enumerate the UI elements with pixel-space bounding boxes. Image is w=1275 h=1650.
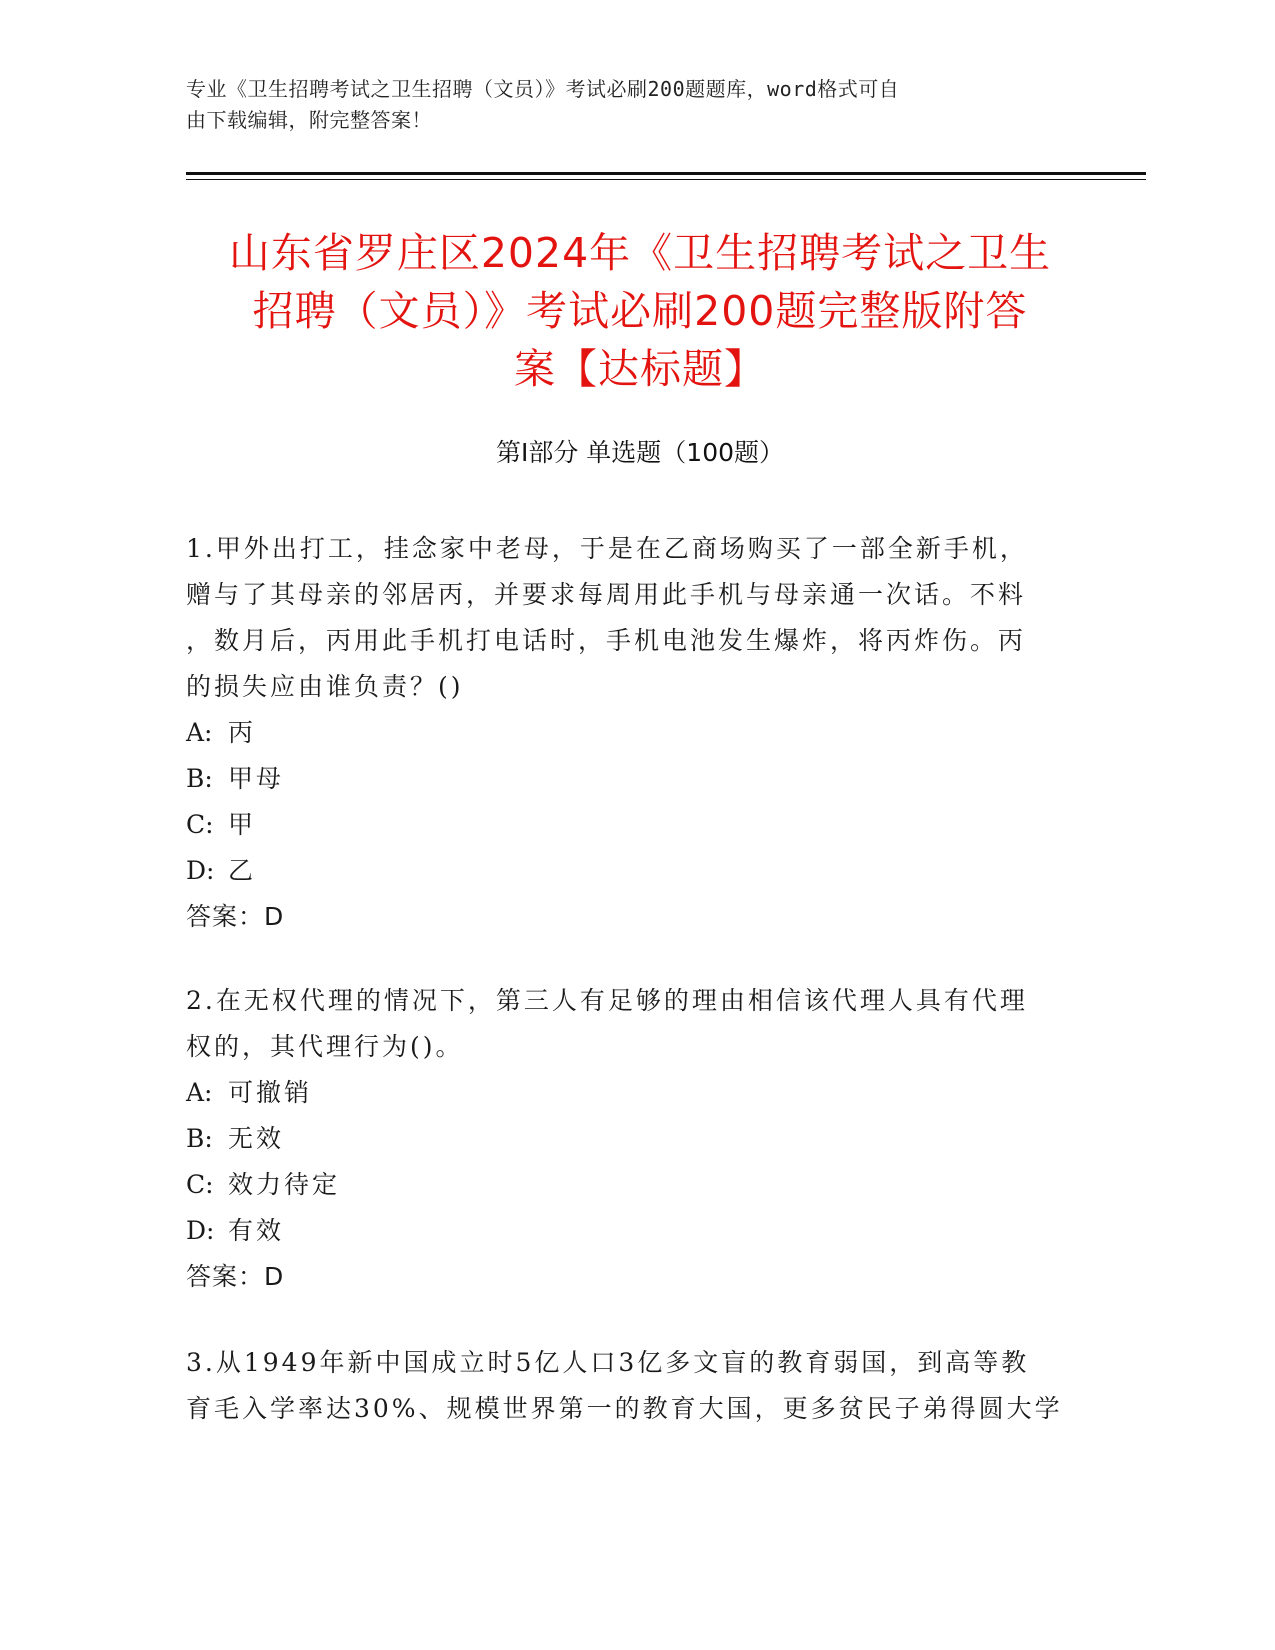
question-block [186,526,1086,940]
option-text: 乙 [228,856,257,885]
option-c [186,802,1086,848]
option-letter: D: [186,856,215,885]
option-letter: B: [186,764,213,793]
option-a [186,1070,1086,1116]
option-text: 无效 [228,1124,285,1153]
question-stem-line: 2.在无权代理的情况下，第三人有足够的理由相信该代理人具有代理 [186,986,1028,1015]
title-line: 山东省罗庄区2024年《卫生招聘考试之卫生 [228,229,1052,277]
question-block [186,1340,1086,1432]
question-stem-line: 权的，其代理行为()。 [186,1032,464,1061]
question-stem-line: 3.从1949年新中国成立时5亿人口3亿多文盲的教育弱国，到高等教 [186,1348,1030,1377]
header-rule-thin [186,179,1146,180]
question-stem-line: 育毛入学率达30%、规模世界第一的教育大国，更多贫民子弟得圆大学 [186,1394,1063,1423]
question-block [186,978,1086,1300]
option-a [186,710,1086,756]
title-line: 招聘（文员）》考试必刷200题完整版附答 [252,287,1028,335]
header-note [186,74,1066,136]
option-b [186,756,1086,802]
option-text: 有效 [228,1216,285,1245]
option-text: 丙 [228,718,257,747]
option-letter: B: [186,1124,213,1153]
question-stem-line: 赠与了其母亲的邻居丙，并要求每周用此手机与母亲通一次话。不料 [186,580,1027,609]
header-note-line: 由下载编辑，附完整答案！ [186,108,432,132]
option-text: 效力待定 [228,1170,341,1199]
option-letter: A: [186,718,213,747]
option-letter: C: [186,1170,214,1199]
option-letter: C: [186,810,214,839]
section-heading: 第I部分 单选题（100题） [495,438,785,467]
title-line: 案【达标题】 [514,345,766,393]
option-text: 甲 [228,810,257,839]
option-b [186,1116,1086,1162]
question-stem-line: ，数月后，丙用此手机打电话时，手机电池发生爆炸，将丙炸伤。丙 [186,626,1027,655]
option-d [186,848,1086,894]
option-d [186,1208,1086,1254]
header-note-line: 专业《卫生招聘考试之卫生招聘（文员）》考试必刷200题题库，word格式可自 [186,77,900,101]
option-text: 甲母 [228,764,285,793]
answer-line: 答案：D [186,902,285,931]
option-text: 可撤销 [228,1078,313,1107]
question-stem-line: 的损失应由谁负责？() [186,672,464,701]
header-rule-thick [186,172,1146,175]
answer-line: 答案：D [186,1262,285,1291]
option-letter: A: [186,1078,213,1107]
question-stem-line: 1.甲外出打工，挂念家中老母，于是在乙商场购买了一部全新手机， [186,534,1028,563]
option-letter: D: [186,1216,215,1245]
document-title [160,224,1120,398]
option-c [186,1162,1086,1208]
